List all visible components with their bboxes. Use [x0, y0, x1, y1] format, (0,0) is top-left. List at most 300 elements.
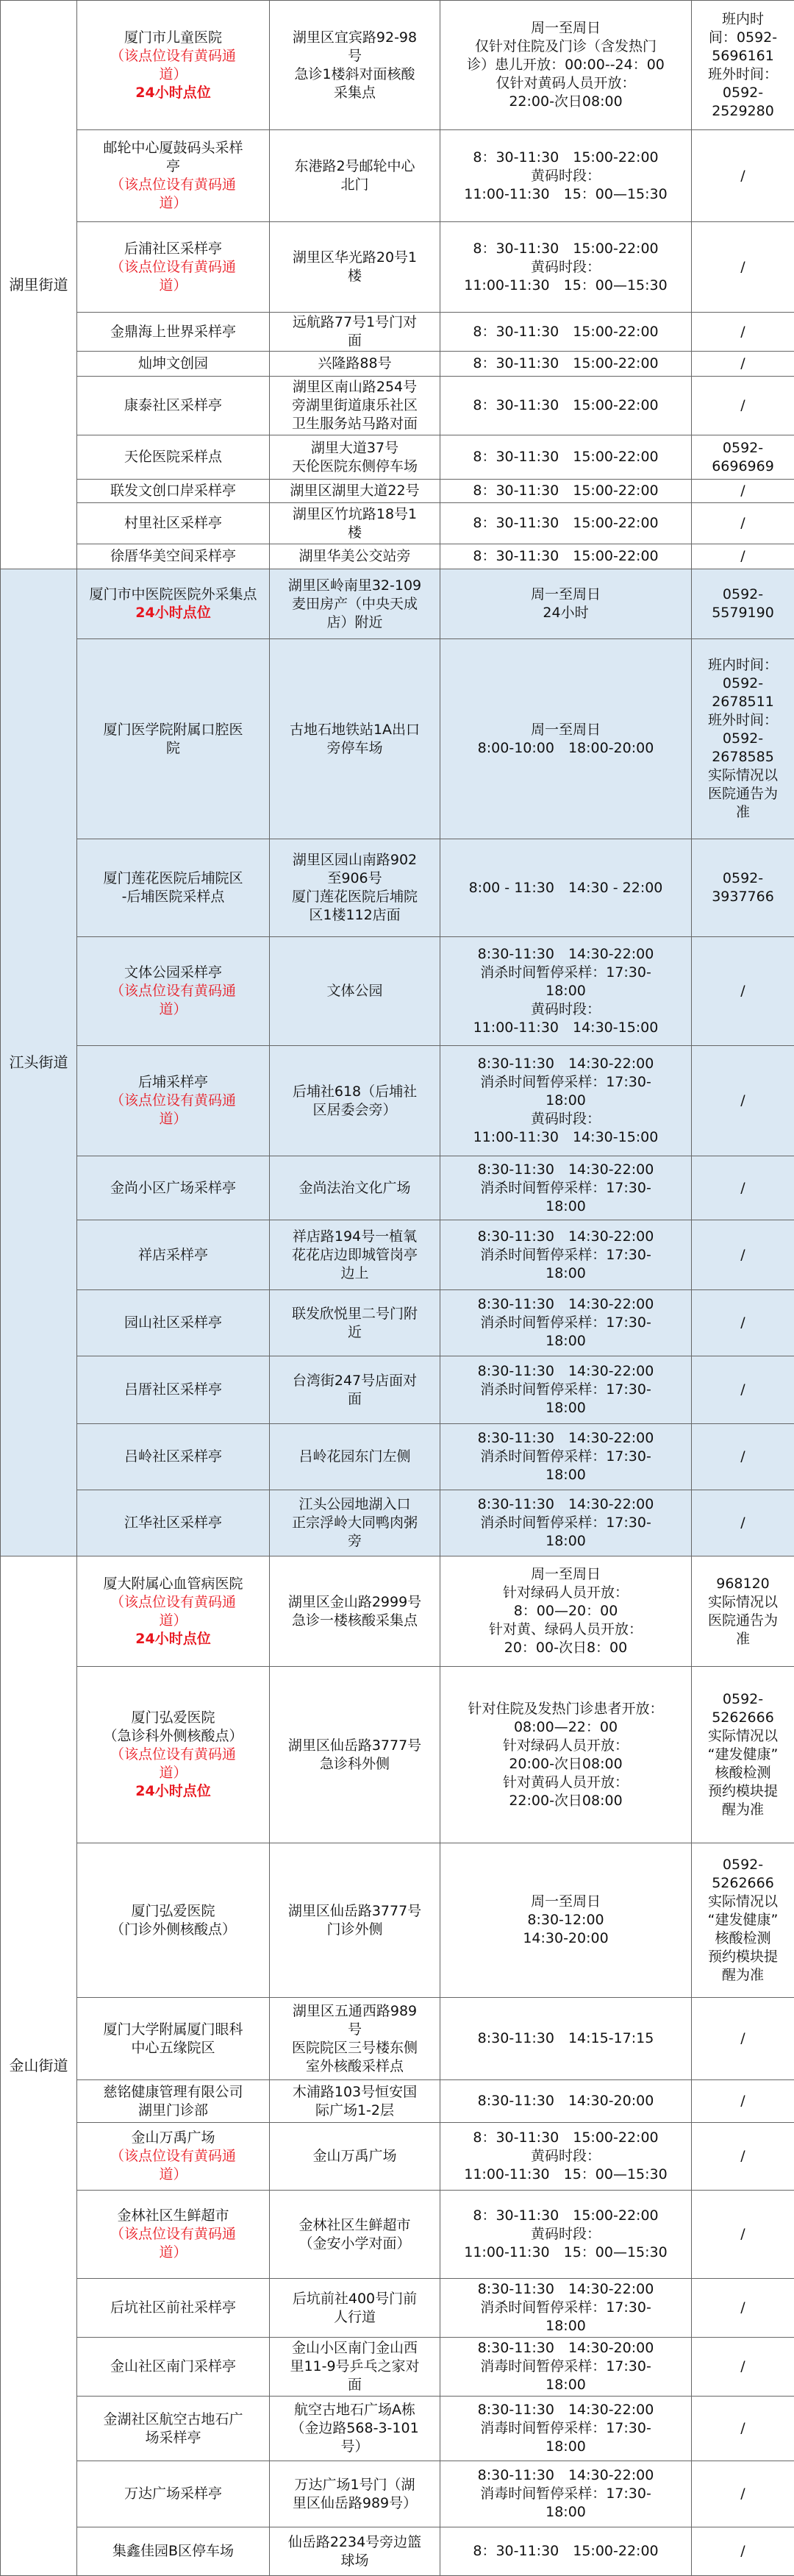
site-name-cell — [77, 839, 270, 937]
table-row — [1, 1046, 794, 1156]
hours-cell — [440, 544, 692, 569]
address-cell — [270, 1667, 440, 1843]
cell-line: 后埔采样亭 — [80, 1073, 266, 1092]
cell-line: 门诊外侧 — [273, 1921, 437, 1939]
cell-line: 8：30-11:30 15:00-22:00 — [443, 482, 688, 500]
cell-line: 台湾街247号店面对 — [273, 1372, 437, 1390]
address-cell — [270, 1424, 440, 1490]
street-name-cell: 江头街道 — [1, 569, 77, 1556]
address-cell — [270, 569, 440, 639]
cell-line: 邮轮中心厦鼓码头采样 — [80, 139, 266, 157]
cell-line: 班外时间： — [695, 711, 791, 730]
cell-line: 近 — [273, 1323, 437, 1342]
cell-line: 亭 — [80, 157, 266, 176]
hours-cell — [440, 1998, 692, 2080]
cell-line: 8：30-11:30 15:00-22:00 — [443, 355, 688, 373]
cell-line: 8：00—20：00 — [443, 1602, 688, 1620]
contact-cell — [692, 2527, 794, 2576]
table-row — [1, 639, 794, 839]
table-row — [1, 1556, 794, 1667]
contact-cell — [692, 313, 794, 352]
cell-line: 醒为准 — [695, 1966, 791, 1985]
cell-line: / — [695, 2029, 791, 2048]
cell-line: 兴隆路88号 — [273, 355, 437, 373]
cell-line: 号） — [273, 2438, 437, 2456]
cell-line: / — [695, 258, 791, 277]
cell-line: 面 — [273, 2376, 437, 2394]
contact-cell — [692, 1843, 794, 1998]
address-cell — [270, 1556, 440, 1667]
cell-line: / — [695, 1514, 791, 1532]
contact-cell — [692, 1998, 794, 2080]
cell-line: / — [695, 1448, 791, 1466]
cell-line: 0592- — [695, 675, 791, 693]
cell-line: 针对绿码人员开放： — [443, 1737, 688, 1755]
contact-cell — [692, 130, 794, 222]
hours-cell — [440, 1290, 692, 1356]
address-cell — [270, 2123, 440, 2191]
yellow-code-channel-note: （该点位设有黄码通 — [80, 258, 266, 277]
cell-line: / — [695, 396, 791, 415]
street-name-cell: 金山街道 — [1, 1556, 77, 2576]
hours-cell — [440, 2191, 692, 2279]
site-name-cell — [77, 480, 270, 503]
table-row — [1, 2461, 794, 2527]
cell-line: 消毒时间暂停采样：17:30- — [443, 2485, 688, 2503]
table-row — [1, 1998, 794, 2080]
hours-cell — [440, 2123, 692, 2191]
cell-line: 预约模块提 — [695, 1782, 791, 1801]
cell-line: 祥店采样亭 — [80, 1246, 266, 1264]
cell-line: 旁湖里街道康乐社区 — [273, 396, 437, 415]
cell-line: 968120 — [695, 1575, 791, 1593]
cell-line: 金山万禹广场 — [80, 2129, 266, 2147]
cell-line: 周一至周日 — [443, 1893, 688, 1911]
address-cell — [270, 130, 440, 222]
cell-line: 里11-9号乒乓之家对 — [273, 2358, 437, 2376]
address-cell — [270, 1046, 440, 1156]
contact-cell — [692, 1, 794, 130]
cell-line: 8:30-11:30 14:30-20:00 — [443, 2339, 688, 2358]
cell-line: （金边路568-3-101 — [273, 2419, 437, 2438]
site-name-cell — [77, 639, 270, 839]
cell-line: 文体公园 — [273, 982, 437, 1000]
cell-line: 针对黄码人员开放： — [443, 1773, 688, 1792]
yellow-code-channel-note: 道） — [80, 194, 266, 213]
cell-line: 8：30-11:30 15:00-22:00 — [443, 396, 688, 415]
cell-line: 11:00-11:30 14:30-15:00 — [443, 1128, 688, 1147]
yellow-code-channel-note: （该点位设有黄码通 — [80, 1746, 266, 1764]
24h-badge: 24小时点位 — [80, 604, 266, 622]
cell-line: 班外时间： — [695, 65, 791, 84]
site-name-cell — [77, 1290, 270, 1356]
contact-cell — [692, 2338, 794, 2397]
cell-line: 核酸检测 — [695, 1929, 791, 1948]
cell-line: 万达广场采样亭 — [80, 2485, 266, 2503]
cell-line: 周一至周日 — [443, 721, 688, 739]
cell-line: 室外核酸采样点 — [273, 2057, 437, 2076]
cell-line: 正宗浮岭大同鸭肉粥 — [273, 1514, 437, 1532]
address-cell — [270, 1156, 440, 1220]
cell-line: 黄码时段： — [443, 258, 688, 277]
hours-cell — [440, 1843, 692, 1998]
cell-line: 急诊一楼核酸采集点 — [273, 1612, 437, 1630]
24h-badge: 24小时点位 — [80, 1782, 266, 1801]
address-cell — [270, 1220, 440, 1290]
cell-line: 8:00 - 11:30 14:30 - 22:00 — [443, 879, 688, 897]
cell-line: 医院通告为 — [695, 1612, 791, 1630]
cell-line: 厦门市儿童医院 — [80, 29, 266, 47]
cell-line: 8:30-11:30 14:30-22:00 — [443, 945, 688, 964]
hours-cell — [440, 2080, 692, 2123]
cell-line: 后坑社区前社采样亭 — [80, 2299, 266, 2317]
contact-cell — [692, 1156, 794, 1220]
cell-line: / — [695, 482, 791, 500]
hours-cell — [440, 1046, 692, 1156]
cell-line: 实际情况以 — [695, 1593, 791, 1612]
yellow-code-channel-note: 道） — [80, 1110, 266, 1128]
cell-line: 2678511 — [695, 693, 791, 711]
cell-line: 针对黄、绿码人员开放： — [443, 1620, 688, 1639]
yellow-code-channel-note: （该点位设有黄码通 — [80, 1092, 266, 1110]
cell-line: 醒为准 — [695, 1801, 791, 1819]
cell-line: 吕岭社区采样亭 — [80, 1448, 266, 1466]
site-name-cell — [77, 130, 270, 222]
cell-line: / — [695, 982, 791, 1000]
hours-cell — [440, 1556, 692, 1667]
cell-line: 黄码时段： — [443, 2225, 688, 2244]
site-name-cell — [77, 2397, 270, 2461]
address-cell — [270, 435, 440, 480]
table-row — [1, 1843, 794, 1998]
cell-line: 0592- — [695, 84, 791, 102]
cell-line: 8：30-11:30 15:00-22:00 — [443, 2542, 688, 2561]
hours-cell — [440, 937, 692, 1046]
site-name-cell — [77, 1156, 270, 1220]
cell-line: 周一至周日 — [443, 586, 688, 604]
cell-line: 江头公园地湖入口 — [273, 1495, 437, 1514]
cell-line: 北门 — [273, 176, 437, 194]
24h-badge: 24小时点位 — [80, 84, 266, 102]
address-cell — [270, 1998, 440, 2080]
cell-line: 18:00 — [443, 2317, 688, 2335]
site-name-cell — [77, 313, 270, 352]
address-cell — [270, 480, 440, 503]
contact-cell — [692, 1490, 794, 1556]
cell-line: 5579190 — [695, 604, 791, 622]
cell-line: 花花店边即城管岗亭 — [273, 1246, 437, 1264]
cell-line: “建发健康” — [695, 1746, 791, 1764]
cell-line: 针对绿码人员开放： — [443, 1584, 688, 1602]
table-row — [1, 2191, 794, 2279]
cell-line: 0592- — [695, 869, 791, 888]
table-row — [1, 544, 794, 569]
address-cell — [270, 377, 440, 435]
cell-line: 11:00-11:30 14:30-15:00 — [443, 1019, 688, 1037]
site-name-cell — [77, 2461, 270, 2527]
yellow-code-channel-note: （该点位设有黄码通 — [80, 2225, 266, 2244]
cell-line: / — [695, 2419, 791, 2438]
cell-line: / — [695, 355, 791, 373]
table-row — [1, 2279, 794, 2338]
contact-cell — [692, 2461, 794, 2527]
cell-line: 吕厝社区采样亭 — [80, 1381, 266, 1399]
site-name-cell — [77, 1, 270, 130]
cell-line: 远航路77号1号门对 — [273, 313, 437, 332]
cell-line: 8：30-11:30 15:00-22:00 — [443, 547, 688, 566]
cell-line: 湖里区宜宾路92-98 — [273, 29, 437, 47]
cell-line: 消杀时间暂停采样：17:30- — [443, 1314, 688, 1332]
cell-line: 金山万禹广场 — [273, 2147, 437, 2166]
hours-cell — [440, 1156, 692, 1220]
cell-line: 8:30-11:30 14:30-22:00 — [443, 1362, 688, 1381]
cell-line: 厦门市中医院医院外采集点 — [80, 586, 266, 604]
site-name-cell — [77, 2080, 270, 2123]
cell-line: 2678585 — [695, 748, 791, 766]
cell-line: 2529280 — [695, 102, 791, 121]
table-row — [1, 377, 794, 435]
table-row — [1, 352, 794, 377]
hours-cell — [440, 569, 692, 639]
cell-line: 湖里区华光路20号1 — [273, 249, 437, 267]
cell-line: 消杀时间暂停采样：17:30- — [443, 2299, 688, 2317]
cell-line: 8:30-11:30 14:30-22:00 — [443, 1495, 688, 1514]
address-cell — [270, 937, 440, 1046]
cell-line: 8：30-11:30 15:00-22:00 — [443, 323, 688, 341]
cell-line: 18:00 — [443, 1466, 688, 1484]
site-name-cell — [77, 352, 270, 377]
yellow-code-channel-note: 道） — [80, 2244, 266, 2262]
cell-line: 场采样亭 — [80, 2429, 266, 2447]
cell-line: 里区仙岳路989号） — [273, 2494, 437, 2513]
cell-line: 湖里区湖里大道22号 — [273, 482, 437, 500]
cell-line: 区1楼112店面 — [273, 906, 437, 925]
hours-cell — [440, 130, 692, 222]
cell-line: 8:30-11:30 14:30-22:00 — [443, 2401, 688, 2419]
contact-cell — [692, 1424, 794, 1490]
cell-line: 湖里区竹坑路18号1 — [273, 505, 437, 524]
cell-line: 准 — [695, 1630, 791, 1648]
cell-line: 楼 — [273, 267, 437, 285]
site-name-cell — [77, 1220, 270, 1290]
table-row — [1, 839, 794, 937]
cell-line: / — [695, 167, 791, 185]
contact-cell — [692, 544, 794, 569]
cell-line: 18:00 — [443, 1399, 688, 1417]
cell-line: 医院院区三号楼东侧 — [273, 2039, 437, 2057]
cell-line: 采集点 — [273, 84, 437, 102]
cell-line: 18:00 — [443, 1198, 688, 1216]
site-name-cell — [77, 1998, 270, 2080]
yellow-code-channel-note: （该点位设有黄码通 — [80, 2147, 266, 2166]
cell-line: 厦门莲花医院后埔院区 — [80, 869, 266, 888]
yellow-code-channel-note: 道） — [80, 2166, 266, 2184]
cell-line: 消杀时间暂停采样：17:30- — [443, 1073, 688, 1092]
cell-line: / — [695, 1246, 791, 1264]
cell-line: 仙岳路2234号旁边篮 — [273, 2533, 437, 2552]
cell-line: 5262666 — [695, 1874, 791, 1893]
cell-line: 联发文创口岸采样亭 — [80, 482, 266, 500]
address-cell — [270, 2527, 440, 2576]
cell-line: 0592- — [695, 1856, 791, 1874]
hours-cell — [440, 2461, 692, 2527]
cell-line: 实际情况以 — [695, 766, 791, 785]
cell-line: 面 — [273, 332, 437, 350]
cell-line: 际广场1-2层 — [273, 2102, 437, 2120]
cell-line: 东港路2号邮轮中心 — [273, 157, 437, 176]
cell-line: 麦田房产（中央天成 — [273, 595, 437, 613]
hours-cell — [440, 435, 692, 480]
cell-line: 消杀时间暂停采样：17:30- — [443, 1381, 688, 1399]
contact-cell — [692, 1220, 794, 1290]
site-name-cell — [77, 1843, 270, 1998]
table-row — [1, 1290, 794, 1356]
cell-line: 湖里门诊部 — [80, 2102, 266, 2120]
cell-line: 0592- — [695, 1690, 791, 1709]
cell-line: 天伦医院东侧停车场 — [273, 458, 437, 476]
address-cell — [270, 503, 440, 544]
cell-line: 间：0592- — [695, 29, 791, 47]
cell-line: 店）附近 — [273, 613, 437, 632]
cell-line: 实际情况以 — [695, 1727, 791, 1746]
cell-line: 8：30-11:30 15:00-22:00 — [443, 149, 688, 167]
contact-cell — [692, 1290, 794, 1356]
cell-line: 黄码时段： — [443, 1000, 688, 1019]
yellow-code-channel-note: 道） — [80, 1000, 266, 1019]
table-body — [1, 1, 794, 2576]
cell-line: / — [695, 1179, 791, 1198]
cell-line: “建发健康” — [695, 1911, 791, 1929]
cell-line: 18:00 — [443, 1092, 688, 1110]
table-row — [1, 1, 794, 130]
site-name-cell — [77, 1356, 270, 1424]
cell-line: 木浦路103号恒安国 — [273, 2083, 437, 2102]
cell-line: 18:00 — [443, 2503, 688, 2522]
cell-line: 24小时 — [443, 604, 688, 622]
cell-line: 18:00 — [443, 982, 688, 1000]
table-row — [1, 2123, 794, 2191]
table-row — [1, 435, 794, 480]
table-row — [1, 222, 794, 313]
address-cell — [270, 1843, 440, 1998]
address-cell — [270, 2191, 440, 2279]
contact-cell — [692, 1356, 794, 1424]
cell-line: 中心五缘院区 — [80, 2039, 266, 2057]
cell-line: 8:30-11:30 14:30-20:00 — [443, 2092, 688, 2110]
table-row — [1, 313, 794, 352]
table-row — [1, 1156, 794, 1220]
contact-cell — [692, 2279, 794, 2338]
cell-line: 8:30-11:30 14:30-22:00 — [443, 1055, 688, 1073]
site-name-cell — [77, 937, 270, 1046]
cell-line: 旁 — [273, 1532, 437, 1551]
site-name-cell — [77, 1046, 270, 1156]
cell-line: 祥店路194号一植氧 — [273, 1228, 437, 1246]
cell-line: 天伦医院采样点 — [80, 448, 266, 466]
table-row — [1, 2397, 794, 2461]
cell-line: 号 — [273, 47, 437, 65]
hours-cell — [440, 222, 692, 313]
yellow-code-channel-note: （该点位设有黄码通 — [80, 1593, 266, 1612]
cell-line: 仅针对黄码人员开放： — [443, 74, 688, 93]
table-row — [1, 2527, 794, 2576]
cell-line: 8:00-10:00 18:00-20:00 — [443, 739, 688, 758]
address-cell — [270, 2080, 440, 2123]
cell-line: 8：30-11:30 15:00-22:00 — [443, 448, 688, 466]
cell-line: 湖里区五通西路989 — [273, 2002, 437, 2021]
contact-cell — [692, 2397, 794, 2461]
hours-cell — [440, 503, 692, 544]
cell-line: 院 — [80, 739, 266, 758]
cell-line: 8:30-11:30 14:30-22:00 — [443, 1228, 688, 1246]
cell-line: 仅针对住院及门诊（含发热门 — [443, 38, 688, 56]
table-row — [1, 937, 794, 1046]
cell-line: 区居委会旁） — [273, 1101, 437, 1120]
cell-line: 5696161 — [695, 47, 791, 65]
cell-line: 慈铭健康管理有限公司 — [80, 2083, 266, 2102]
hours-cell — [440, 313, 692, 352]
cell-line: 实际情况以 — [695, 1893, 791, 1911]
cell-line: 11:00-11:30 15：00—15:30 — [443, 277, 688, 295]
cell-line: 消杀时间暂停采样：17:30- — [443, 964, 688, 982]
cell-line: 班内时 — [695, 10, 791, 29]
cell-line: 5262666 — [695, 1709, 791, 1727]
hours-cell — [440, 2338, 692, 2397]
cell-line: 急诊1楼斜对面核酸 — [273, 65, 437, 84]
cell-line: 联发欣悦里二号门附 — [273, 1305, 437, 1323]
site-name-cell — [77, 1424, 270, 1490]
cell-line: 3937766 — [695, 888, 791, 906]
address-cell — [270, 222, 440, 313]
cell-line: 消杀时间暂停采样：17:30- — [443, 1514, 688, 1532]
cell-line: 8：30-11:30 15:00-22:00 — [443, 240, 688, 258]
hours-cell — [440, 1667, 692, 1843]
hours-cell — [440, 839, 692, 937]
table-row — [1, 2080, 794, 2123]
cell-line: / — [695, 2299, 791, 2317]
hours-cell — [440, 1, 692, 130]
address-cell — [270, 1490, 440, 1556]
cell-line: 消杀时间暂停采样：17:30- — [443, 1448, 688, 1466]
cell-line: 旁停车场 — [273, 739, 437, 758]
contact-cell — [692, 435, 794, 480]
yellow-code-channel-note: 道） — [80, 65, 266, 84]
cell-line: 号 — [273, 2021, 437, 2039]
cell-line: 灿坤文创园 — [80, 355, 266, 373]
cell-line: 金尚小区广场采样亭 — [80, 1179, 266, 1198]
cell-line: 8:30-11:30 14:30-22:00 — [443, 2280, 688, 2299]
cell-line: 18:00 — [443, 1332, 688, 1351]
cell-line: 黄码时段： — [443, 2147, 688, 2166]
cell-line: 22:00-次日08:00 — [443, 93, 688, 111]
site-name-cell — [77, 569, 270, 639]
yellow-code-channel-note: 道） — [80, 277, 266, 295]
site-name-cell — [77, 2279, 270, 2338]
cell-line: 球场 — [273, 2552, 437, 2570]
cell-line: 厦门医学院附属口腔医 — [80, 721, 266, 739]
cell-line: 8:30-12:00 — [443, 1911, 688, 1929]
cell-line: 湖里区岭南里32-109 — [273, 577, 437, 595]
cell-line: / — [695, 547, 791, 566]
cell-line: 湖里华美公交站旁 — [273, 547, 437, 566]
contact-cell — [692, 2123, 794, 2191]
cell-line: 11:00-11:30 15：00—15:30 — [443, 185, 688, 204]
cell-line: 11:00-11:30 15：00—15:30 — [443, 2244, 688, 2262]
site-name-cell — [77, 2191, 270, 2279]
table-row — [1, 1424, 794, 1490]
address-cell — [270, 639, 440, 839]
cell-line: 11:00-11:30 15：00—15:30 — [443, 2166, 688, 2184]
